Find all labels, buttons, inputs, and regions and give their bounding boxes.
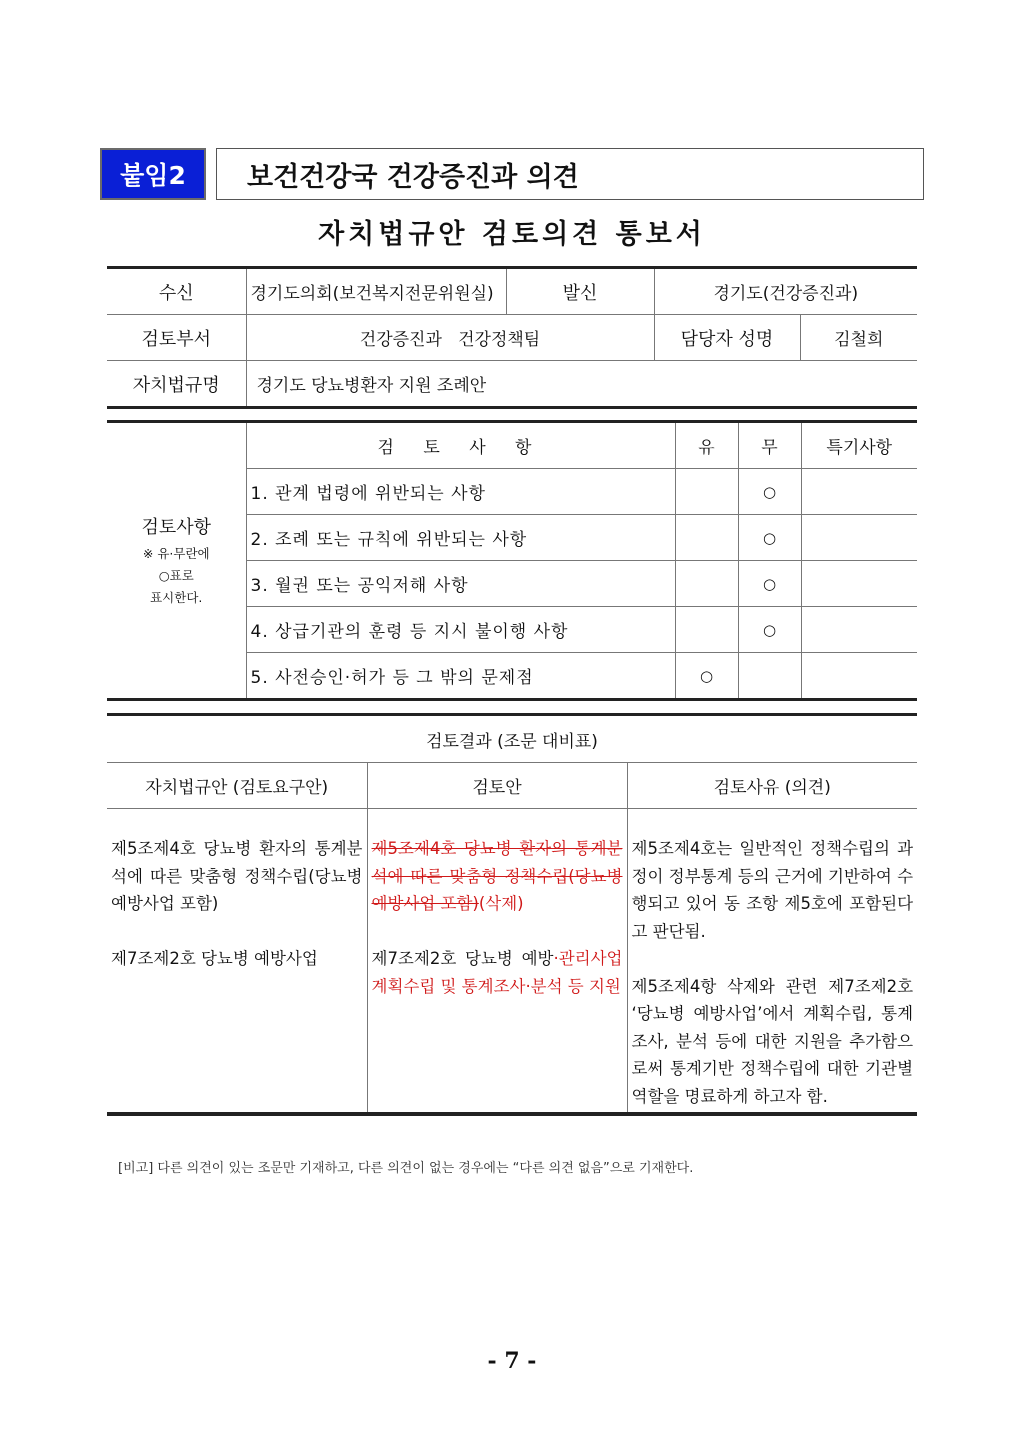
- original-text-cell: [107, 809, 367, 1115]
- comparison-heading-row: [107, 715, 917, 763]
- col-reason: 검토사유 (의견): [627, 763, 917, 809]
- reason-1: 제5조제4호는 일반적인 정책수립의 과정이 정부통계 등의 근거에 기반하여 수행되고 있어 동 조항 제5호에 포함된다고 판단됨.: [631, 839, 914, 941]
- recipient-label: 수신: [107, 268, 246, 315]
- review-yes-mark: [675, 469, 738, 515]
- review-special-cell: [801, 653, 917, 700]
- info-table: [107, 266, 917, 409]
- review-no-mark: ○: [738, 561, 801, 607]
- review-yes-mark: [675, 607, 738, 653]
- review-side-title: 검토사항: [141, 516, 212, 538]
- review-side-note-1: ※ 유·무란에: [142, 545, 210, 561]
- reason-2: 제5조제4항 삭제와 관련 제7조제2호 ‘당뇨병 예방사업’에서 계획수립, 통계조사, 분석 등에 대한 지원을 추가함으로써 통계기반 정책수립에 대한 기관별 역할을 명료하게 하고자 함.: [631, 976, 914, 1106]
- revision-text-cell: [367, 809, 627, 1115]
- sender-label: 발신: [506, 268, 654, 315]
- col-original: 자치법규안 (검토요구안): [107, 763, 367, 809]
- info-row-dept: [107, 315, 917, 361]
- section-title: 보건건강국 건강증진과 의견: [216, 148, 924, 200]
- review-special-cell: [801, 561, 917, 607]
- revision-clause-5: [372, 835, 623, 918]
- col-yes: 유: [675, 422, 738, 469]
- officer-value: 김철희: [800, 315, 917, 361]
- review-special-cell: [801, 469, 917, 515]
- review-item-text: 2. 조례 또는 규칙에 위반되는 사항: [246, 515, 675, 561]
- review-header-row: [107, 422, 917, 469]
- review-yes-mark: [675, 561, 738, 607]
- sender-value: 경기도(건강증진과): [654, 268, 917, 315]
- dept-value: 건강증진과 건강정책팀: [246, 315, 654, 361]
- review-no-mark: ○: [738, 607, 801, 653]
- page-number: - 7 -: [487, 1348, 537, 1374]
- unchanged-text: 제7조제2호 당뇨병 예방: [371, 949, 554, 968]
- review-special-cell: [801, 607, 917, 653]
- review-no-mark: ○: [738, 515, 801, 561]
- review-item-text: 4. 상급기관의 훈령 등 지시 불이행 사항: [246, 607, 675, 653]
- comparison-table: [107, 713, 917, 1116]
- law-name-label: 자치법규명: [107, 361, 246, 408]
- deleted-text: 제5조제4호 당뇨병 환자의 통계분석에 따른 맞춤형 정책수립(당뇨병 예방사업 포함): [371, 839, 623, 913]
- info-row-law: [107, 361, 917, 408]
- footnote: [비고] 다른 의견이 있는 조문만 기재하고, 다른 의견이 없는 경우에는 “다른 의견 없음”으로 기재한다.: [118, 1161, 694, 1176]
- law-name-value: 경기도 당뇨병환자 지원 조례안: [246, 361, 917, 408]
- dept-label: 검토부서: [107, 315, 246, 361]
- col-review-items: 검 토 사 항: [246, 422, 675, 469]
- review-special-cell: [801, 515, 917, 561]
- original-clause-5: 제5조제4호 당뇨병 환자의 통계분석에 따른 맞춤형 정책수립(당뇨병 예방사업 포함): [111, 839, 363, 913]
- review-item-text: 5. 사전승인·허가 등 그 밖의 문제점: [246, 653, 675, 700]
- comparison-body-row: [107, 809, 917, 1115]
- review-yes-mark: [675, 515, 738, 561]
- original-clause-7: 제7조제2호 당뇨병 예방사업: [111, 949, 318, 968]
- attachment-badge: 붙임2: [100, 148, 206, 200]
- review-side-label: [107, 422, 246, 700]
- document-title: 자치법규안 검토의견 통보서: [318, 219, 706, 250]
- comparison-col-row: [107, 763, 917, 809]
- review-side-note-3: 표시한다.: [150, 589, 203, 605]
- officer-label: 담당자 성명: [654, 315, 800, 361]
- comparison-heading: 검토결과 (조문 대비표): [107, 715, 917, 763]
- review-side-note-2: ○표로: [158, 567, 194, 583]
- review-item-text: 3. 월권 또는 공익저해 사항: [246, 561, 675, 607]
- deletion-note: (삭제): [478, 894, 524, 913]
- review-items-table: [107, 420, 917, 701]
- info-row-recipient: [107, 268, 917, 315]
- col-revision: 검토안: [367, 763, 627, 809]
- added-text: ·관리사업 계획수립 및 통계조사·분석 등 지원: [371, 949, 623, 996]
- revision-clause-7: [372, 945, 623, 1000]
- review-item-text: 1. 관계 법령에 위반되는 사항: [246, 469, 675, 515]
- review-no-mark: ○: [738, 469, 801, 515]
- col-no: 무: [738, 422, 801, 469]
- col-special: 특기사항: [801, 422, 917, 469]
- review-yes-mark: ○: [675, 653, 738, 700]
- review-no-mark: [738, 653, 801, 700]
- recipient-value: 경기도의회(보건복지전문위원실): [246, 268, 506, 315]
- reason-text-cell: [627, 809, 917, 1115]
